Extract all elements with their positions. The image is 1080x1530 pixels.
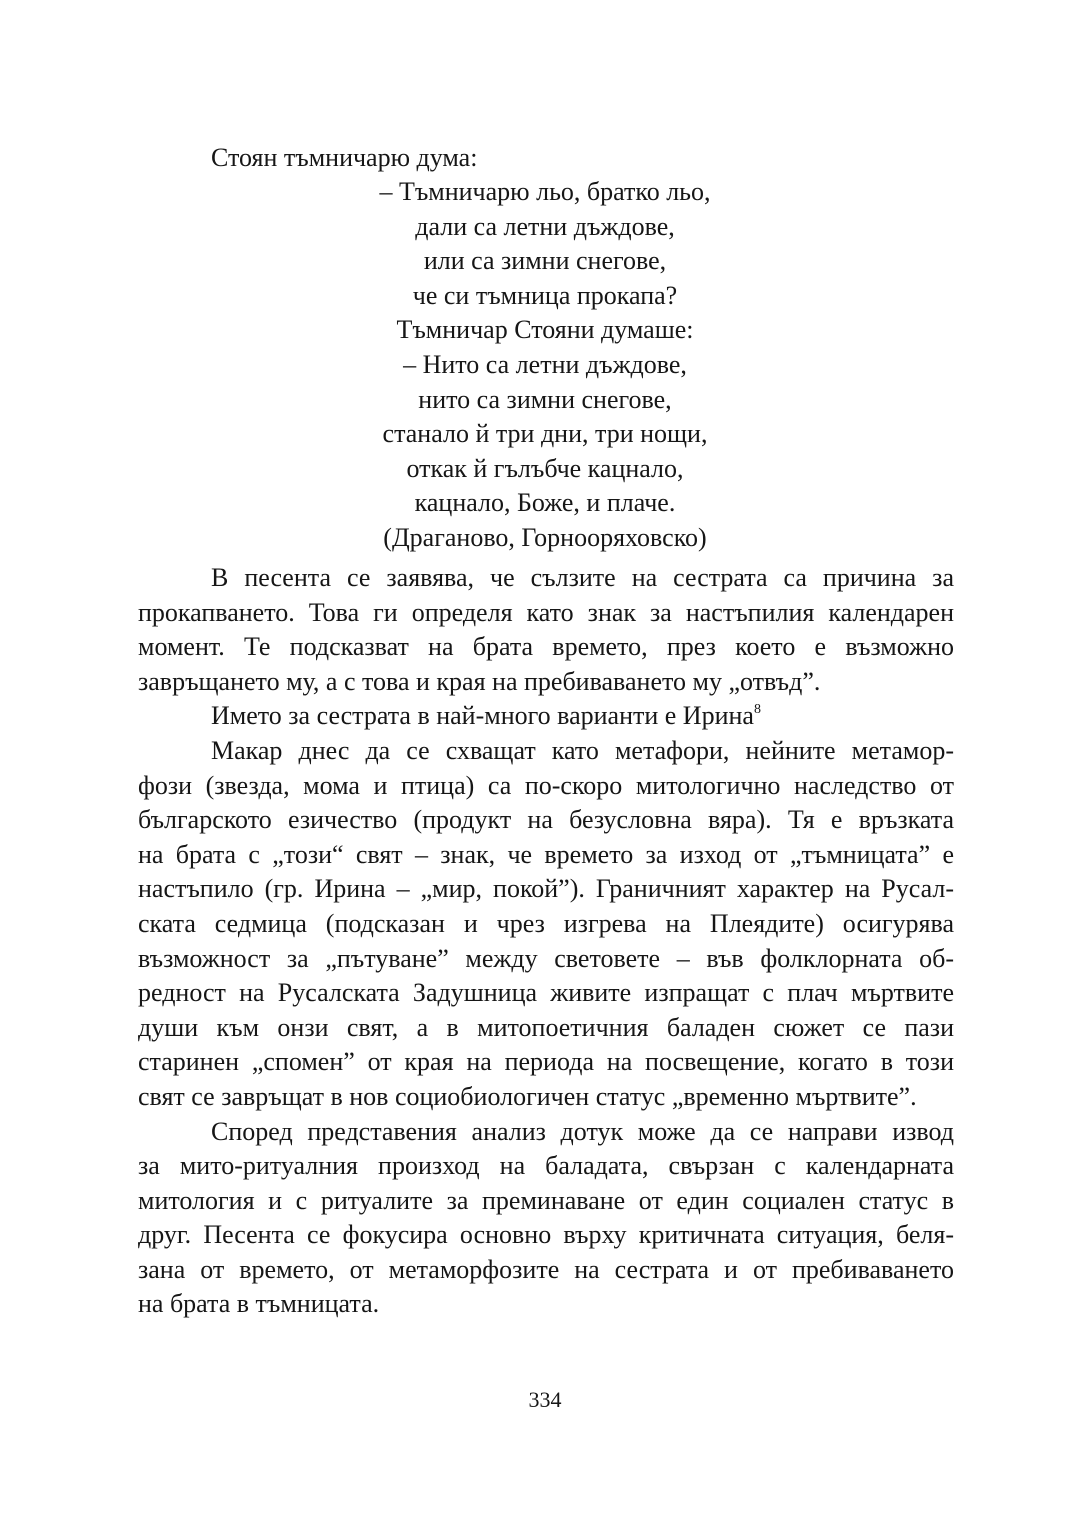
text-line: свят се завръщат в нов социобиологичен статус „временно мъртвите”.: [138, 1081, 917, 1111]
text-line: за мито-ритуалния произход на баладата, свързан с календарната: [138, 1151, 954, 1181]
verse-line: че си тъмница прокапа?: [412, 280, 678, 310]
verse-line: – Нито са летни дъждове,: [403, 349, 687, 379]
text-line: Името за сестрата в най-много варианти е Ирина: [211, 701, 754, 731]
verse-line: Тъмничар Стояни думаше:: [396, 315, 694, 345]
paragraph-4: [138, 1115, 954, 1323]
text-line: редност на Русалската Задушница живите изпращат с плач мъртвите: [138, 978, 954, 1008]
verse-line: или са зимни снегове,: [423, 246, 667, 276]
text-line: българското езичество (продукт на безусловна вяра). Тя е връзката: [138, 805, 954, 835]
verse-line: нито са зимни снегове,: [418, 384, 672, 414]
text-line: на брата с „този“ свят – знак, че времето за изход от „тъмницата” е: [138, 839, 954, 869]
verse-line: дали са летни дъждове,: [415, 211, 675, 241]
verse-line: – Тъмничарю льо, братко льо,: [379, 177, 711, 206]
body-text: [138, 561, 954, 1322]
text-line: настъпило (гр. Ирина – „мир, покой”). Граничният характер на Русал-: [138, 874, 954, 904]
verse-line: кацнало, Боже, и плаче.: [414, 488, 676, 518]
footnote-reference: 8: [753, 701, 761, 717]
poem-verse: [250, 175, 840, 556]
verse-line: станало й три дни, три нощи,: [382, 419, 708, 449]
page-number: 334: [528, 1387, 562, 1412]
paragraph-1: [138, 561, 954, 699]
text-line: души към онзи свят, а в митопоетичния баладен сюжет се пази: [138, 1012, 954, 1042]
text-line: Според представения анализ дотук може да се направи извод: [211, 1116, 954, 1146]
text-line: прокапването. Това ги определя като знак за настъпилия календарен: [138, 597, 954, 627]
verse-line: откак й гълъбче кацнало,: [406, 453, 684, 483]
text-line: фози (звезда, мома и птица) са по-скоро митологично наследство от: [138, 770, 954, 800]
text-line: Макар днес да се схващат като метафори, нейните метамор-: [211, 735, 954, 765]
paragraph-3: [138, 734, 954, 1115]
text-line: друг. Песента се фокусира основно върху критичната ситуация, беля-: [138, 1220, 954, 1250]
text-line: завръщането му, а с това и края на пребиваването му „отвъд”.: [138, 666, 821, 696]
text-line: В песента се заявява, че сълзите на сестрата са причина за: [211, 563, 954, 592]
text-line: възможност за „пътуване” между световете – във фолклорната об-: [138, 943, 954, 973]
text-line: ската седмица (подсказан и чрез изгрева на Плеядите) осигурява: [138, 908, 954, 938]
text-line: зана от времето, от метаморфозите на сестрата и от пребиваването: [138, 1254, 954, 1284]
text-line: момент. Те подсказват на брата времето, през което е възможно: [138, 632, 954, 662]
paragraph-2: [138, 699, 954, 734]
verse-source: (Драганово, Горнооряховско): [383, 522, 707, 552]
poem-intro-line: Стоян тъмничарю дума:: [211, 143, 478, 172]
text-line: митология и с ритуалите за преминаване от един социален статус в: [138, 1185, 954, 1215]
text-line: на брата в тъмницата.: [138, 1289, 380, 1319]
text-line: старинен „спомен” от края на периода на посвещение, когато в този: [138, 1047, 954, 1077]
